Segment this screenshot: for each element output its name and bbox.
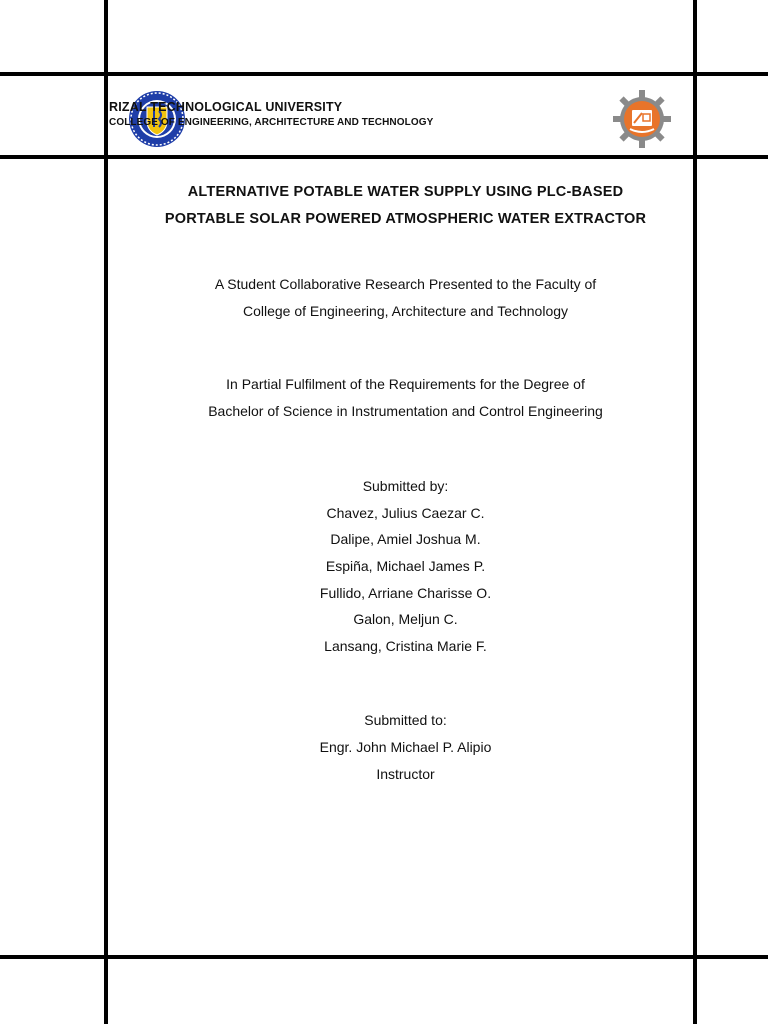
author-name: Galon, Meljun C. — [353, 611, 458, 627]
fulfilment-line-1: In Partial Fulfilment of the Requirements for the Degree of — [226, 376, 585, 392]
presentation-line-1: A Student Collaborative Research Presented to the Faculty of — [214, 276, 597, 292]
bottom-horizontal-rule — [0, 955, 768, 959]
instructor-name: Engr. John Michael P. Alipio — [319, 739, 492, 755]
university-name: RIZAL TECHNOLOGICAL UNIVERSITY — [109, 100, 343, 114]
author-name: Dalipe, Amiel Joshua M. — [330, 531, 481, 547]
author-name: Espiña, Michael James P. — [325, 558, 486, 574]
document-header — [109, 76, 694, 156]
college-name: COLLEGE OF ENGINEERING, ARCHITECTURE AND TECHNOLOGY — [109, 117, 434, 128]
author-name: Lansang, Cristina Marie F. — [324, 638, 487, 654]
author-name: Fullido, Arriane Charisse O. — [319, 585, 492, 601]
thesis-title-line-2: PORTABLE SOLAR POWERED ATMOSPHERIC WATER EXTRACTOR — [164, 211, 647, 227]
author-name: Chavez, Julius Caezar C. — [326, 505, 485, 521]
submitted-by-label: Submitted by: — [362, 478, 449, 494]
college-gear-seal-icon — [612, 89, 672, 149]
submitted-to-label: Submitted to: — [364, 712, 447, 728]
thesis-title-line-1: ALTERNATIVE POTABLE WATER SUPPLY USING PLC-BASED — [187, 184, 624, 200]
fulfilment-line-2: Bachelor of Science in Instrumentation and Control Engineering — [208, 403, 603, 419]
presentation-line-2: College of Engineering, Architecture and Technology — [242, 303, 569, 319]
instructor-role: Instructor — [376, 766, 435, 782]
